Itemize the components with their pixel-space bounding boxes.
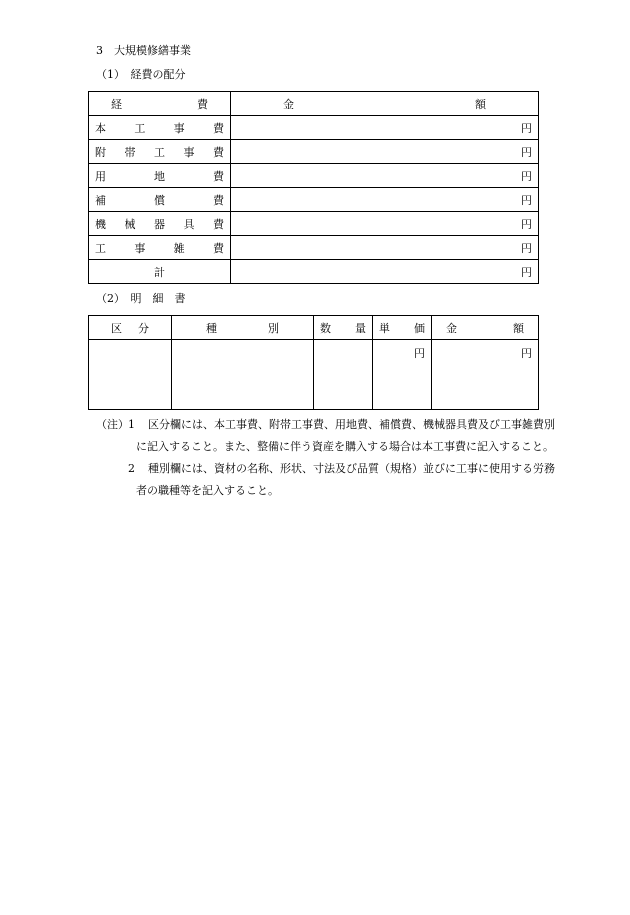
notes-prefix: （注）: [96, 418, 129, 431]
section-title: 3 大規模修繕事業: [96, 44, 191, 57]
expense-label: 用 地 費: [95, 169, 224, 183]
expense-header-row: [89, 92, 539, 116]
note-2-number: 2: [128, 462, 135, 475]
expense-yen-unit: 円: [521, 193, 532, 207]
expense-label-cell: [89, 116, 231, 140]
expense-yen-unit: 円: [521, 121, 532, 135]
expense-yen-unit: 円: [521, 145, 532, 159]
expense-yen-unit: 円: [521, 241, 532, 255]
expense-label-cell: [89, 236, 231, 260]
detail-header-division: 区 分: [89, 316, 172, 340]
expense-amount-cell[interactable]: [231, 188, 539, 212]
expense-yen-unit: 円: [521, 265, 532, 279]
detail-header-unit-price: 単 価: [373, 316, 432, 340]
amount-yen: 円: [521, 347, 532, 360]
expense-label-cell: [89, 164, 231, 188]
expense-amount-cell[interactable]: [231, 236, 539, 260]
expense-label: 計: [154, 265, 165, 279]
expense-label: 補 償 費: [95, 193, 224, 207]
expense-label: 附 帯 工 事 費: [95, 145, 224, 159]
expense-label-cell: [89, 188, 231, 212]
detail-cell-amount[interactable]: [432, 340, 539, 410]
expense-title: （1） 経費の配分: [96, 68, 186, 81]
detail-header-quantity: 数 量: [314, 316, 373, 340]
note-1-number: 1: [128, 418, 135, 431]
expense-row: [89, 116, 539, 140]
note-2-line1: 種別欄には、資材の名称、形状、寸法及び品質（規格）並びに工事に使用する労務: [148, 462, 555, 475]
detail-cell-type[interactable]: [172, 340, 314, 410]
expense-amount-cell[interactable]: [231, 212, 539, 236]
expense-label-cell: [89, 140, 231, 164]
note-1-line1: 区分欄には、本工事費、附帯工事費、用地費、補償費、機械器具費及び工事雑費別: [148, 418, 555, 431]
detail-empty-row: [89, 340, 539, 410]
detail-table: [88, 315, 539, 410]
detail-header-type: 種 別: [172, 316, 314, 340]
expense-yen-unit: 円: [521, 169, 532, 183]
expense-table: [88, 91, 539, 284]
expense-amount-cell[interactable]: [231, 164, 539, 188]
expense-row: [89, 236, 539, 260]
expense-label-cell: [89, 260, 231, 284]
expense-row: [89, 164, 539, 188]
expense-label-cell: [89, 212, 231, 236]
note-1-line2: に記入すること。また、整備に伴う資産を購入する場合は本工事費に記入すること。: [136, 440, 554, 453]
expense-label: 工 事 雑 費: [95, 241, 224, 255]
note-2-line2: 者の職種等を記入すること。: [136, 484, 279, 497]
detail-cell-division[interactable]: [89, 340, 172, 410]
detail-cell-unit-price[interactable]: [373, 340, 432, 410]
expense-header-amount: 金 額: [231, 92, 539, 116]
detail-header-amount: 金 額: [432, 316, 539, 340]
expense-row: [89, 188, 539, 212]
detail-header-row: [89, 316, 539, 340]
detail-title: （2） 明 細 書: [96, 292, 186, 305]
expense-amount-cell[interactable]: [231, 140, 539, 164]
expense-row: [89, 212, 539, 236]
expense-header-item: 経 費: [89, 92, 231, 116]
expense-label: 機 械 器 具 費: [95, 217, 224, 231]
detail-cell-quantity[interactable]: [314, 340, 373, 410]
expense-row: [89, 140, 539, 164]
expense-label: 本 工 事 費: [95, 121, 224, 135]
expense-row: [89, 260, 539, 284]
expense-yen-unit: 円: [521, 217, 532, 231]
expense-amount-cell[interactable]: [231, 260, 539, 284]
expense-amount-cell[interactable]: [231, 116, 539, 140]
unit-price-yen: 円: [414, 347, 425, 360]
